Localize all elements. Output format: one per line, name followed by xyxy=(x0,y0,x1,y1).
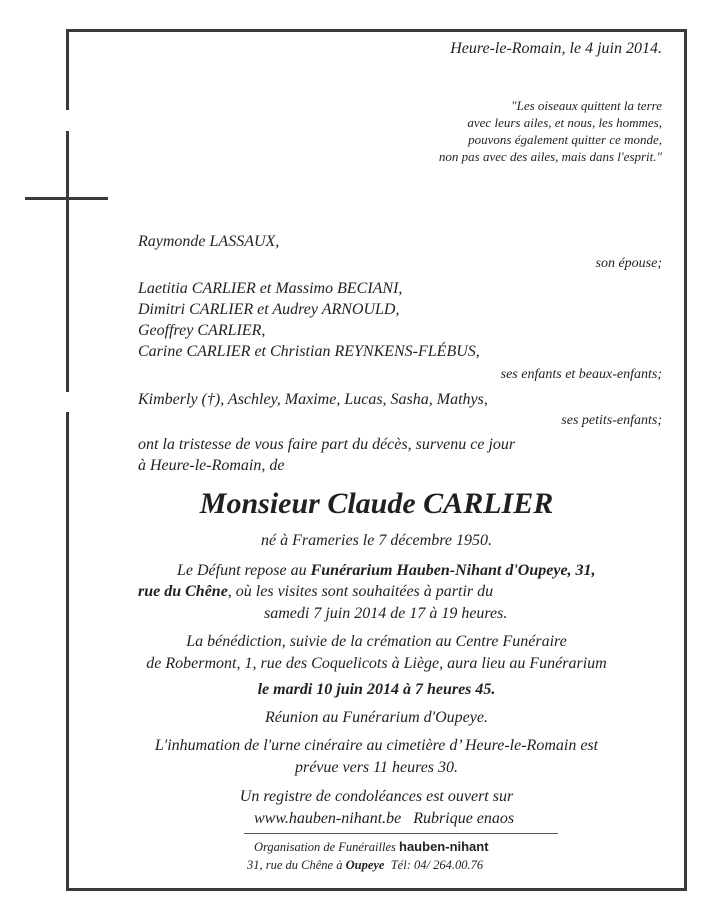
frame-bottom-border xyxy=(66,888,687,891)
birth-info: né à Frameries le 7 décembre 1950. xyxy=(261,532,492,549)
visitation-text-1: Le Défunt repose au xyxy=(177,562,311,579)
visitation-text-2: , où les visites sont souhaitées à partir du xyxy=(227,583,494,600)
footer-org-text: Organisation de Funérailles xyxy=(254,840,400,854)
child-3: Geoffrey CARLIER, xyxy=(138,322,266,339)
quote-line-1: "Les oiseaux quittent la terre xyxy=(511,98,662,113)
frame-top-border xyxy=(66,29,686,32)
quote-line-3: pouvons également quitter ce monde, xyxy=(468,132,662,147)
footer-organisation xyxy=(254,840,489,854)
funerarium-street: rue du Chêne xyxy=(138,583,228,600)
spouse-name: Raymonde LASSAUX, xyxy=(138,233,280,250)
cross-vertical-middle xyxy=(66,131,69,392)
grandchildren: Kimberly (†), Aschley, Maxime, Lucas, Sasha, Mathys, xyxy=(138,391,488,408)
deceased-name: Monsieur Claude CARLIER xyxy=(199,487,554,520)
visitation-line-3: samedi 7 juin 2014 de 17 à 19 heures. xyxy=(264,605,508,622)
ceremony-line-2: de Robermont, 1, rue des Coquelicots à Liège, aura lieu au Funérarium xyxy=(146,655,607,672)
burial-line-1: L'inhumation de l'urne cinéraire au cimetière d’ Heure-le-Romain est xyxy=(154,737,599,754)
condolences-rubrique: Rubrique enaos xyxy=(413,810,515,827)
funerarium-name: Funérarium Hauben-Nihant d'Oupeye, 31, xyxy=(310,562,596,579)
child-4: Carine CARLIER et Christian REYNKENS-FLÉBUS, xyxy=(138,343,480,360)
child-2: Dimitri CARLIER et Audrey ARNOULD, xyxy=(138,301,400,318)
condolences-line: Un registre de condoléances est ouvert sur xyxy=(239,788,514,805)
frame-right-border xyxy=(684,29,687,891)
visitation-line-2 xyxy=(138,584,493,600)
footer-separator xyxy=(244,833,558,834)
reunion-text: Réunion au Funérarium d'Oupeye. xyxy=(265,709,488,726)
footer-phone: Tél: 04/ 264.00.76 xyxy=(390,858,484,872)
condolences-link-line xyxy=(254,811,514,827)
cross-vertical-bottom xyxy=(66,412,69,891)
condolences-url[interactable]: www.hauben-nihant.be xyxy=(254,810,402,827)
announcement-line-2: à Heure-le-Romain, de xyxy=(138,457,285,474)
quote-line-2: avec leurs ailes, et nous, les hommes, xyxy=(467,115,662,130)
cross-icon xyxy=(25,197,108,200)
cross-vertical-top xyxy=(66,29,69,110)
spouse-role: son épouse; xyxy=(595,256,662,271)
footer-street: 31, rue du Chêne à xyxy=(247,858,346,872)
burial-line-2: prévue vers 11 heures 30. xyxy=(294,759,459,776)
ceremony-date: le mardi 10 juin 2014 à 7 heures 45. xyxy=(257,681,496,698)
brand-logo: hauben-nihant xyxy=(399,839,489,854)
footer-address xyxy=(247,859,483,872)
place-date: Heure-le-Romain, le 4 juin 2014. xyxy=(450,40,662,57)
footer-city: Oupeye xyxy=(345,858,385,872)
visitation-line-1 xyxy=(177,563,596,579)
children-role: ses enfants et beaux-enfants; xyxy=(500,367,662,382)
announcement-line-1: ont la tristesse de vous faire part du décès, survenu ce jour xyxy=(138,436,516,453)
ceremony-line-1: La bénédiction, suivie de la crémation au Centre Funéraire xyxy=(186,633,567,650)
grandchildren-role: ses petits-enfants; xyxy=(561,413,662,428)
child-1: Laetitia CARLIER et Massimo BECIANI, xyxy=(138,280,403,297)
quote-line-4: non pas avec des ailes, mais dans l'esprit." xyxy=(438,149,662,164)
